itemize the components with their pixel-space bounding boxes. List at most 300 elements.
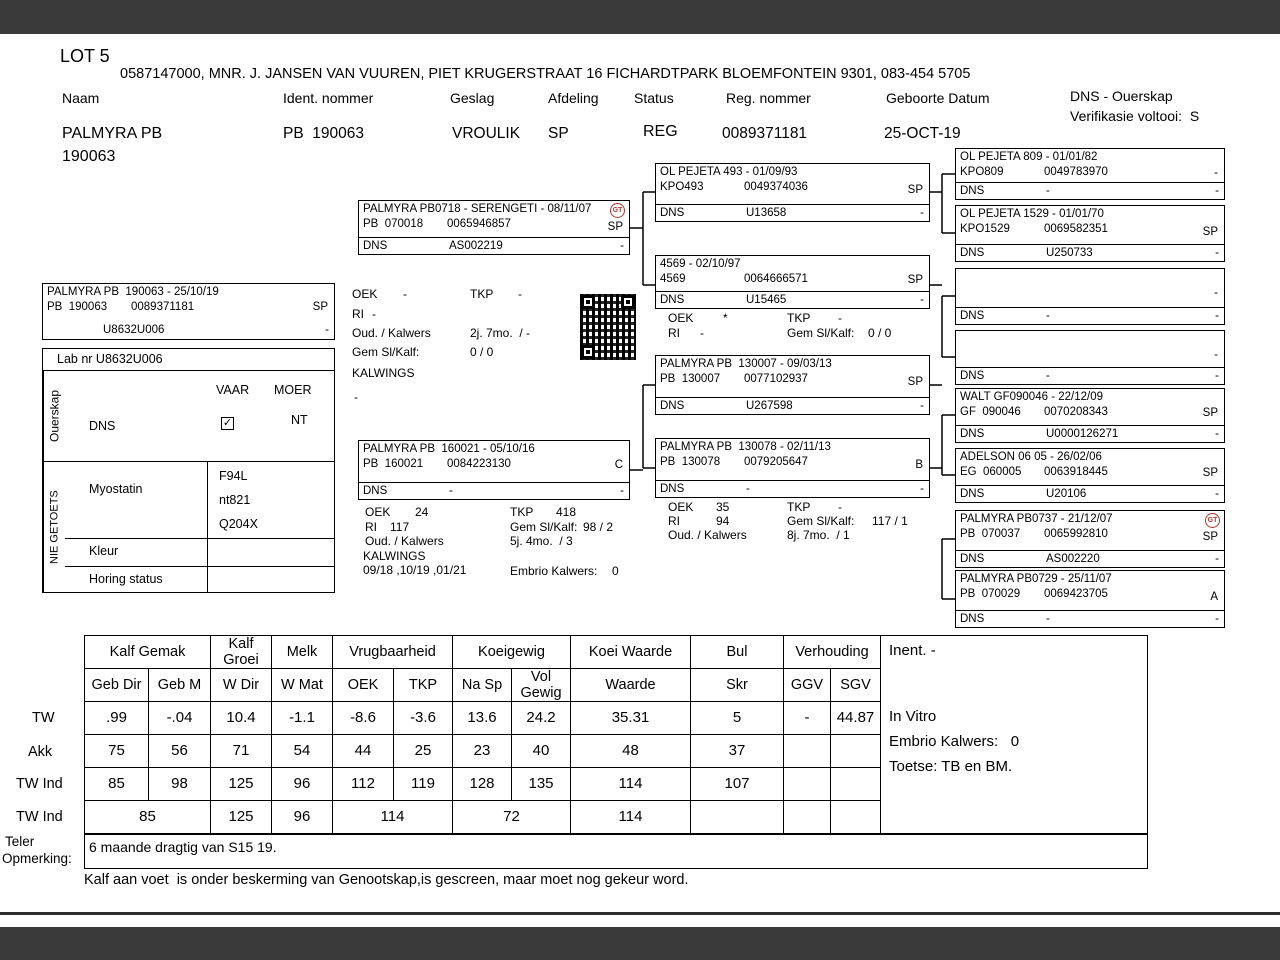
dns-value: U15465 [746, 294, 787, 306]
tkp-value: - [838, 500, 842, 514]
dns-value: - [449, 485, 453, 497]
grade-badge: SP [907, 184, 923, 196]
ebv-row-tw-ind-merged [85, 801, 881, 834]
dash: - [1215, 553, 1219, 565]
horing-status-label: Horing status [89, 572, 163, 586]
group-kalf-gemak: Kalf Gemak [85, 636, 211, 669]
ebv-cell: 107 [691, 768, 784, 801]
myostatin-row [65, 462, 334, 539]
ebv-cell [691, 801, 784, 834]
animal-code: PB 070029 [960, 588, 1021, 600]
row-label-tw-ind: TW Ind [16, 776, 63, 792]
vaar-dns-checkbox [221, 417, 234, 430]
ebv-cell: 48 [571, 735, 691, 768]
moer-header: MOER [274, 383, 312, 397]
oek-value: * [723, 311, 728, 325]
dash: - [920, 483, 924, 495]
grade-badge: SP [1202, 226, 1218, 238]
dns-value: - [1046, 310, 1050, 322]
ebv-cell: 128 [453, 768, 512, 801]
ebv-cell: - [784, 702, 831, 735]
pedigree-box-maternal-granddam [655, 438, 930, 498]
group-koeigewig: Koeigewig [453, 636, 571, 669]
dns-label: DNS [363, 485, 388, 497]
oek-label: OEK [668, 500, 694, 514]
group-kalf-groei: Kalf Groei [211, 636, 272, 669]
ebv-cell: 125 [211, 768, 272, 801]
ebv-col-header: Vol Gewig [512, 669, 571, 702]
val-status: REG [643, 123, 678, 140]
ebv-cell: 114 [333, 801, 453, 834]
dash: - [620, 485, 624, 497]
grade-badge: SP [607, 221, 623, 233]
embrio-kalwers-label: Embrio Kalwers: [510, 564, 598, 578]
animal-code: KPO1529 [960, 223, 1010, 235]
animal-name: PALMYRA PB 190063 - 25/10/19 [47, 286, 219, 298]
col-afdeling: Afdeling [548, 90, 599, 106]
dns-label: DNS [660, 294, 685, 306]
ebv-cell: 71 [211, 735, 272, 768]
inent-title: Inent. - [889, 642, 936, 659]
pedigree-box-great-grandparent-7 [955, 510, 1225, 568]
ebv-table [84, 635, 881, 834]
dns-row [43, 322, 334, 339]
animal-code: PB 130007 [660, 373, 721, 385]
dns-value: U267598 [746, 400, 793, 412]
dns-value: - [1046, 370, 1050, 382]
animal-number: 0089371181 [131, 301, 195, 313]
col-naam: Naam [62, 90, 100, 106]
ebv-cell: 25 [394, 735, 453, 768]
dns-row [956, 182, 1224, 199]
gem-sl-kalf-label: Gem Sl/Kalf: [787, 326, 855, 340]
dash: - [1215, 185, 1219, 197]
animal-code: EG 060005 [960, 466, 1022, 478]
grade-badge: SP [1202, 531, 1218, 543]
dns-row [956, 485, 1224, 502]
ebv-cell: 24.2 [512, 702, 571, 735]
tkp-value: - [838, 311, 842, 325]
ebv-col-header: Na Sp [453, 669, 512, 702]
oud-kalwers-label: Oud. / Kalwers [668, 528, 747, 542]
ebv-cell: 23 [453, 735, 512, 768]
dns-value: U250733 [1046, 247, 1093, 259]
grade-badge: SP [907, 376, 923, 388]
grade-badge: - [1214, 167, 1218, 179]
ebv-cell: 56 [149, 735, 211, 768]
col-dns-ouerskap: DNS - Ouerskap [1070, 88, 1173, 104]
ebv-col-header: Skr [691, 669, 784, 702]
inent-box [880, 635, 1148, 834]
pedigree-box-great-grandparent-3 [955, 268, 1225, 325]
dns-label: DNS [960, 613, 985, 625]
pedigree-box-sire [358, 200, 630, 255]
animal-code: PB 190063 [47, 301, 108, 313]
gem-sl-kalf-label: Gem Sl/Kalf: [787, 514, 855, 528]
pedigree-box-subject [42, 283, 335, 340]
ri-label: RI [365, 520, 377, 534]
animal-name: PALMYRA PB 130007 - 09/03/13 [660, 358, 832, 370]
ebv-cell: 13.6 [453, 702, 512, 735]
myostatin-value: F94L [219, 469, 248, 483]
gem-sl-kalf-value: 98 / 2 [583, 520, 614, 534]
dash: - [920, 207, 924, 219]
col-reg: Reg. nommer [726, 90, 811, 106]
animal-name: 4569 - 02/10/97 [660, 258, 741, 270]
ebv-row-akk [85, 735, 881, 768]
dns-label: DNS [960, 488, 985, 500]
val-geslag: VROULIK [452, 125, 521, 142]
dns-row [656, 397, 929, 414]
animal-name: WALT GF090046 - 22/12/09 [960, 391, 1103, 403]
dash: - [1215, 428, 1219, 440]
horing-row [65, 567, 334, 593]
oek-label: OEK [352, 287, 378, 301]
group-melk: Melk [272, 636, 333, 669]
dns-label: DNS [960, 370, 985, 382]
ebv-col-header: TKP [394, 669, 453, 702]
dash: - [1215, 370, 1219, 382]
pedigree-box-great-grandparent-5 [955, 388, 1225, 443]
ouerskap-vertical-label: Ouerskap [43, 371, 65, 461]
ebv-cell: -3.6 [394, 702, 453, 735]
group-bul: Bul [691, 636, 784, 669]
grade-badge: SP [312, 301, 328, 313]
val-naam-line2: 190063 [62, 148, 116, 165]
row-label-tw-ind-2: TW Ind [16, 809, 63, 825]
animal-number: 0049374036 [744, 181, 808, 193]
group-verhouding: Verhouding [784, 636, 881, 669]
ebv-col-header: W Dir [211, 669, 272, 702]
val-reg: 0089371181 [722, 125, 808, 142]
dns-value: U20106 [1046, 488, 1087, 500]
ebv-cell: 37 [691, 735, 784, 768]
ri-value: - [372, 307, 376, 321]
breed-society-logo-icon: GT [1205, 513, 1220, 528]
bottom-bar [0, 927, 1280, 960]
ebv-row-tw [85, 702, 881, 735]
tkp-label: TKP [787, 500, 811, 514]
dns-value: - [1046, 185, 1050, 197]
toetse-note: Toetse: TB en BM. [889, 758, 1013, 775]
ebv-cell: -1.1 [272, 702, 333, 735]
dns-label: DNS [960, 185, 985, 197]
ebv-cell: 75 [85, 735, 149, 768]
dash: - [620, 240, 624, 252]
animal-number: 0084223130 [447, 458, 511, 470]
myostatin-value: Q204X [219, 517, 258, 531]
ebv-cell [831, 735, 881, 768]
ebv-cell: 54 [272, 735, 333, 768]
ebv-col-header: SGV [831, 669, 881, 702]
ebv-cell: 44 [333, 735, 394, 768]
ebv-cell [831, 768, 881, 801]
ebv-group-header-row [85, 636, 881, 669]
check-icon: ✓ [222, 417, 233, 429]
tkp-value: 418 [556, 505, 577, 519]
nie-getoets-section [43, 461, 334, 592]
ebv-col-header: W Mat [272, 669, 333, 702]
col-ident: Ident. nommer [283, 90, 374, 106]
dns-row [656, 291, 929, 308]
val-ident: PB 190063 [283, 125, 365, 142]
animal-name: PALMYRA PB0737 - 21/12/07 [960, 513, 1113, 525]
animal-code: PB 070018 [363, 218, 424, 230]
dns-row [656, 480, 929, 497]
animal-number: 0063918445 [1044, 466, 1108, 478]
embrio-kalwers-value: 0 [612, 564, 619, 578]
animal-number: 0065992810 [1044, 528, 1108, 540]
kalwings-label: KALWINGS [363, 549, 426, 563]
ebv-cell: 96 [272, 801, 333, 834]
ebv-cell [784, 768, 831, 801]
grade-badge: SP [1202, 467, 1218, 479]
col-geslag: Geslag [450, 90, 495, 106]
ebv-cell: 119 [394, 768, 453, 801]
dash: - [920, 294, 924, 306]
group-vrugbaarheid: Vrugbaarheid [333, 636, 453, 669]
ebv-row-tw-ind [85, 768, 881, 801]
pedigree-box-dam [358, 440, 630, 500]
animal-name: PALMYRA PB 130078 - 02/11/13 [660, 441, 831, 453]
dns-row [956, 367, 1224, 384]
dns-label: DNS [660, 483, 685, 495]
gem-sl-kalf-value: 117 / 1 [872, 514, 908, 528]
animal-number: 0069423705 [1044, 588, 1108, 600]
animal-code: PB 160021 [363, 458, 424, 470]
ebv-cell: -8.6 [333, 702, 394, 735]
grade-badge: C [614, 459, 623, 471]
kalwings-value: - [354, 390, 358, 404]
breed-society-logo-icon: GT [610, 203, 625, 218]
tkp-label: TKP [787, 311, 811, 325]
animal-number: 0079205647 [744, 456, 808, 468]
dns-value: U8632U006 [103, 324, 165, 336]
dash: - [920, 400, 924, 412]
ebv-cell: 44.87 [831, 702, 881, 735]
pedigree-box-great-grandparent-6 [955, 448, 1225, 503]
dash: - [1215, 247, 1219, 259]
group-koei-waarde: Koei Waarde [571, 636, 691, 669]
lot-title: LOT 5 [60, 46, 110, 66]
dash: - [325, 324, 329, 336]
ebv-col-header: GGV [784, 669, 831, 702]
ebv-cell [784, 735, 831, 768]
oud-kalwers-label: Oud. / Kalwers [365, 534, 444, 548]
animal-code: KPO809 [960, 166, 1004, 178]
qr-finder-icon [581, 295, 595, 309]
owner-line: 0587147000, MNR. J. JANSEN VAN VUUREN, PIET KRUGERSTRAAT 16 FICHARDTPARK BLOEMFONTEIN 9301, 083-454 5705 [120, 66, 971, 82]
gem-sl-kalf-label: Gem Sl/Kalf: [352, 345, 420, 359]
dns-row [956, 244, 1224, 261]
myostatin-value: nt821 [219, 493, 251, 507]
animal-name: OL PEJETA 1529 - 01/01/70 [960, 208, 1104, 220]
oek-value: - [403, 287, 407, 301]
nie-getoets-vertical-label: NIE GETOETS [43, 462, 65, 592]
teler-comment: 6 maande dragtig van S15 19. [89, 839, 277, 855]
dns-value: U0000126271 [1046, 428, 1119, 440]
dns-value: AS002219 [449, 240, 503, 252]
ebv-cell: 98 [149, 768, 211, 801]
ebv-cell: .99 [85, 702, 149, 735]
ebv-cell: 114 [571, 801, 691, 834]
gem-sl-kalf-value: 0 / 0 [470, 345, 494, 359]
ri-value: - [700, 326, 704, 340]
grade-badge: SP [1202, 407, 1218, 419]
ebv-col-header: OEK [333, 669, 394, 702]
oud-kalwers-label: Oud. / Kalwers [352, 326, 431, 340]
ebv-cell: 72 [453, 801, 571, 834]
ebv-cell: 10.4 [211, 702, 272, 735]
dns-label: DNS [660, 400, 685, 412]
pedigree-box-great-grandparent-8 [955, 570, 1225, 628]
dns-detail-table [42, 348, 335, 593]
ebv-cell: 85 [85, 768, 149, 801]
oud-kalwers-value: 2j. 7mo. / - [470, 326, 531, 340]
animal-code: GF 090046 [960, 406, 1021, 418]
teler-comment-box [84, 834, 1148, 869]
qr-finder-icon [621, 295, 635, 309]
dns-row [359, 237, 629, 254]
ebv-cell: 40 [512, 735, 571, 768]
oek-label: OEK [365, 505, 391, 519]
animal-name: PALMYRA PB0718 - SERENGETI - 08/11/07 [363, 203, 592, 215]
tkp-label: TKP [510, 505, 534, 519]
animal-number: 0064666571 [744, 273, 808, 285]
pedigree-box-great-grandparent-2 [955, 205, 1225, 262]
ebv-subheader-row [85, 669, 881, 702]
kleur-row [65, 539, 334, 567]
animal-code: 4569 [660, 273, 686, 285]
row-label-akk: Akk [28, 744, 53, 760]
ri-value: 94 [716, 514, 730, 528]
dns-row [956, 425, 1224, 442]
ebv-cell: 35.31 [571, 702, 691, 735]
kleur-label: Kleur [89, 544, 119, 558]
grade-badge: - [1214, 349, 1218, 361]
ebv-col-header: Waarde [571, 669, 691, 702]
vaar-header: VAAR [216, 383, 250, 397]
animal-code: PB 070037 [960, 528, 1021, 540]
tkp-value: - [518, 287, 522, 301]
animal-code: PB 130078 [660, 456, 721, 468]
ebv-cell: 114 [571, 768, 691, 801]
dash: - [1215, 488, 1219, 500]
ebv-col-header: Geb Dir [85, 669, 149, 702]
in-vitro-note: In Vitro [889, 708, 937, 725]
col-geboorte: Geboorte Datum [886, 90, 990, 106]
dns-label: DNS [89, 419, 116, 433]
dns-value: U13658 [746, 207, 787, 219]
dns-label: DNS [660, 207, 685, 219]
ebv-cell: -.04 [149, 702, 211, 735]
ri-value: 117 [390, 520, 410, 534]
dns-value: - [1046, 613, 1050, 625]
qr-code [580, 294, 636, 360]
oek-value: 24 [415, 505, 429, 519]
ebv-cell: 5 [691, 702, 784, 735]
pedigree-box-great-grandparent-1 [955, 148, 1225, 200]
animal-number: 0070208343 [1044, 406, 1108, 418]
oud-kalwers-value: 8j. 7mo. / 1 [787, 528, 850, 542]
myostatin-label: Myostatin [89, 482, 143, 496]
moer-dns-value: NT [291, 413, 308, 427]
ri-label: RI [668, 514, 680, 528]
ouerskap-section [43, 371, 334, 461]
grade-badge: SP [907, 274, 923, 286]
grade-badge: B [915, 459, 923, 471]
pedigree-box-great-grandparent-4 [955, 330, 1225, 385]
ebv-cell: 96 [272, 768, 333, 801]
animal-number: 0069582351 [1044, 223, 1108, 235]
gem-sl-kalf-value: 0 / 0 [868, 326, 892, 340]
dns-row [359, 482, 629, 499]
ebv-cell: 85 [85, 801, 211, 834]
animal-number: 0065946857 [447, 218, 511, 230]
dash: - [1215, 613, 1219, 625]
bottom-note: Kalf aan voet is onder beskerming van Genootskap,is gescreen, maar moet nog gekeur word. [84, 872, 689, 888]
dns-value: - [746, 483, 750, 495]
animal-name: ADELSON 06 05 - 26/02/06 [960, 451, 1102, 463]
animal-number: 0077102937 [744, 373, 808, 385]
dns-label: DNS [960, 428, 985, 440]
pedigree-box-paternal-grandsire [655, 163, 930, 222]
ebv-cell: 125 [211, 801, 272, 834]
opmerking-label: Opmerking: [2, 851, 72, 866]
tkp-label: TKP [470, 287, 494, 301]
gem-sl-kalf-label: Gem Sl/Kalf: [510, 520, 578, 534]
oud-kalwers-value: 5j. 4mo. / 3 [510, 534, 573, 548]
ebv-cell [831, 801, 881, 834]
animal-name: OL PEJETA 809 - 01/01/82 [960, 151, 1098, 163]
grade-badge: - [1214, 287, 1218, 299]
dns-label: DNS [363, 240, 388, 252]
embrio-kalwers-note: Embrio Kalwers: 0 [889, 733, 1020, 750]
row-label-tw: TW [32, 710, 55, 726]
ri-label: RI [352, 307, 364, 321]
lab-number: Lab nr U8632U006 [57, 352, 163, 366]
kalwings-value: 09/18 ,10/19 ,01/21 [363, 563, 467, 577]
dns-row [956, 307, 1224, 324]
animal-name: PALMYRA PB0729 - 25/11/07 [960, 573, 1112, 585]
ebv-cell [784, 801, 831, 834]
dns-label: DNS [960, 310, 985, 322]
animal-number: 0049783970 [1044, 166, 1108, 178]
dns-label: DNS [960, 247, 985, 259]
dns-label: DNS [960, 553, 985, 565]
animal-code: KPO493 [660, 181, 704, 193]
dns-row [656, 204, 929, 221]
val-afdeling: SP [548, 125, 569, 142]
animal-name: OL PEJETA 493 - 01/09/93 [660, 166, 798, 178]
animal-name: PALMYRA PB 160021 - 05/10/16 [363, 443, 535, 455]
qr-finder-icon [581, 345, 595, 359]
ebv-col-header: Geb M [149, 669, 211, 702]
pedigree-box-maternal-grandsire [655, 355, 930, 415]
dns-row [956, 610, 1224, 627]
pedigree-box-paternal-granddam [655, 255, 930, 309]
lab-number-row [43, 349, 334, 371]
col-status: Status [634, 90, 674, 106]
dns-value: AS002220 [1046, 553, 1100, 565]
ebv-cell: 135 [512, 768, 571, 801]
ebv-cell: 112 [333, 768, 394, 801]
oek-label: OEK [668, 311, 694, 325]
oek-value: 35 [716, 500, 730, 514]
dns-row [956, 550, 1224, 567]
verifikasie-status: Verifikasie voltooi: S [1070, 108, 1200, 124]
ri-label: RI [668, 326, 680, 340]
